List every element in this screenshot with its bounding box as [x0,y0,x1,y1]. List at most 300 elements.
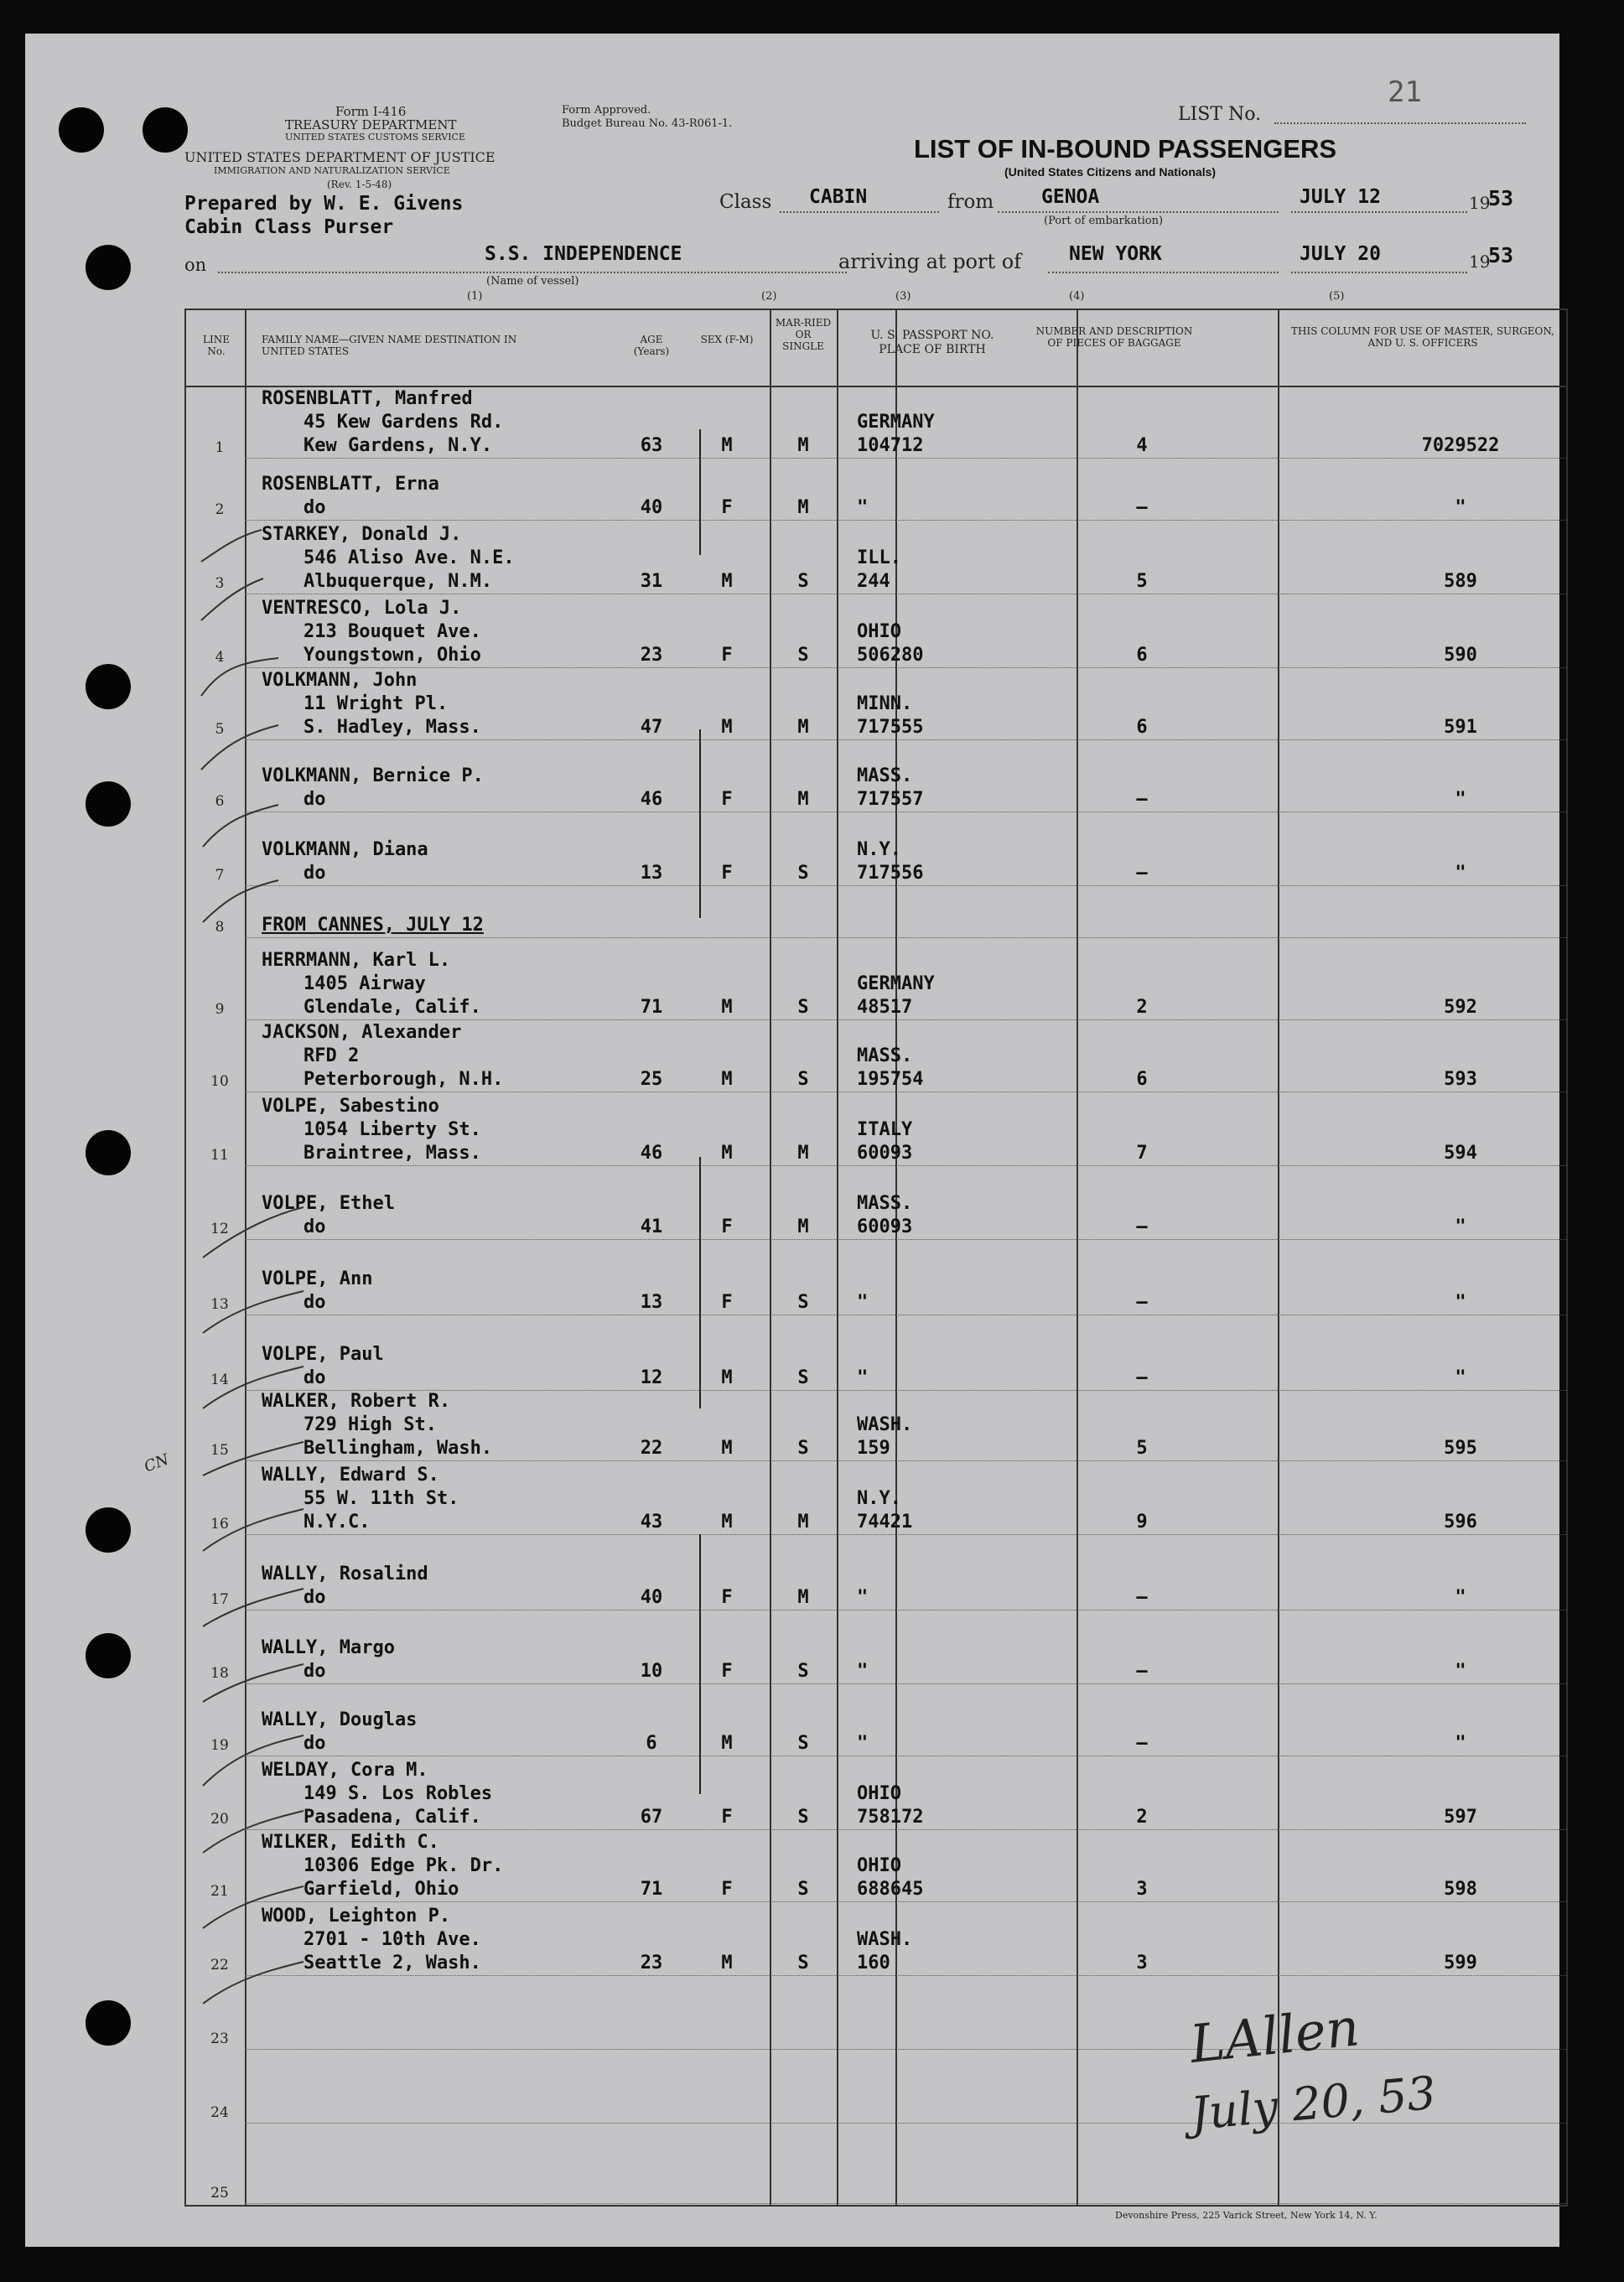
baggage-cell: – [1136,1216,1148,1237]
passenger-address: 1054 Liberty St. [304,1119,481,1140]
sex-cell: F [721,1587,733,1608]
column-number: (2) [761,290,777,303]
baggage-cell: – [1136,1367,1148,1388]
officer-use-cell: " [1455,497,1466,518]
prepared-by: Prepared by W. E. Givens [184,193,464,215]
passenger-name: WALLY, Margo [262,1637,395,1658]
passenger-address: 149 S. Los Robles [304,1783,493,1804]
passenger-address: 213 Bouquet Ave. [304,621,481,642]
sex-cell: M [721,1143,733,1164]
passenger-name: VOLPE, Paul [262,1344,384,1365]
marital-status-cell: S [797,571,809,592]
passenger-name: WOOD, Leighton P. [262,1906,451,1927]
passenger-name: JACKSON, Alexander [262,1022,462,1043]
line-number: 5 [215,721,225,738]
officer-use-cell: " [1455,1292,1466,1313]
line-number: 9 [215,1001,225,1018]
passport-number-cell: " [857,1367,869,1388]
embark-date: JULY 12 [1300,186,1381,208]
passport-number-cell: " [857,1661,869,1682]
age-cell: 71 [640,1879,663,1900]
age-cell: 46 [640,1143,663,1164]
check-mark [203,1207,304,1258]
checkmarks-layer [186,310,488,2205]
signature [1184,1995,1461,2155]
officer-use-cell: 599 [1444,1953,1477,1973]
header-baggage: NUMBER AND DESCRIPTION OF PIECES OF BAGGAGE [1035,325,1193,349]
baggage-cell: – [1136,1733,1148,1754]
baggage-cell: – [1136,863,1148,884]
age-cell: 25 [640,1069,663,1090]
officer-use-cell: " [1455,1661,1466,1682]
baggage-cell: 6 [1136,645,1148,666]
passenger-name: ROSENBLATT, Manfred [262,388,473,409]
marital-status-cell: S [797,1733,809,1754]
passenger-address: Albuquerque, N.M. [304,571,493,592]
passenger-name: VOLKMANN, Diana [262,839,428,860]
check-mark [201,658,278,696]
line-number: 16 [210,1516,229,1533]
passenger-address: do [304,1587,326,1608]
passport-number-cell: 717555 [857,717,924,738]
list-no-label: LIST No. [1178,104,1262,125]
passenger-address: do [304,789,326,810]
passenger-address: Bellingham, Wash. [304,1438,493,1459]
line-number: 22 [210,1957,229,1973]
place-of-birth-cell: ILL. [857,547,901,568]
passenger-name: WALLY, Douglas [262,1709,418,1730]
baggage-cell: 9 [1136,1512,1148,1533]
sex-cell: M [721,1512,733,1533]
line-number: 20 [210,1811,229,1828]
age-cell: 71 [640,997,663,1018]
list-no-line [1274,122,1526,124]
family-bracket [699,1534,701,1794]
officer-use-cell: " [1455,863,1466,884]
passport-number-cell: 60093 [857,1216,913,1237]
marital-status-cell: S [797,1438,809,1459]
place-of-birth-cell: ITALY [857,1119,913,1140]
form-number: Form I-416 [335,104,407,119]
line-number: 2 [215,501,225,518]
family-bracket [699,1157,701,1408]
place-of-birth-cell: MASS. [857,1193,913,1214]
marital-status-cell: S [797,997,809,1018]
baggage-cell: – [1136,497,1148,518]
place-of-birth-cell: OHIO [857,621,901,642]
header-passport: U. S. PASSPORT NO. PLACE OF BIRTH [870,329,994,356]
place-of-birth-cell: GERMANY [857,973,935,994]
passenger-address: do [304,1733,326,1754]
form-revision: (Rev. 1-5-48) [327,179,392,190]
baggage-cell: 6 [1136,717,1148,738]
passenger-address: do [304,1367,326,1388]
age-cell: 23 [640,645,663,666]
marital-status-cell: M [797,1512,809,1533]
place-of-birth-cell: GERMANY [857,412,935,433]
line-number: 24 [210,2104,229,2121]
page-number: 21 [1388,75,1422,109]
passenger-address: do [304,1661,326,1682]
baggage-cell: 3 [1136,1953,1148,1973]
check-mark [203,1291,304,1333]
family-bracket [699,729,701,918]
marital-status-cell: S [797,1367,809,1388]
officer-use-cell: " [1455,789,1466,810]
check-mark [203,880,278,922]
marital-status-cell: S [797,645,809,666]
sex-cell: M [721,1733,733,1754]
baggage-cell: 7 [1136,1143,1148,1164]
passport-number-cell: " [857,497,869,518]
baggage-cell: – [1136,789,1148,810]
baggage-cell: 3 [1136,1879,1148,1900]
line-number: 3 [215,575,225,592]
printer-footer: Devonshire Press, 225 Varick Street, New York 14, N. Y. [1115,2210,1378,2221]
margin-mark: CN [142,1450,172,1476]
passenger-name: VOLKMANN, John [262,670,418,691]
check-mark [203,1962,304,2004]
officer-use-cell: 597 [1444,1807,1477,1828]
marital-status-cell: S [797,1661,809,1682]
line-number: 7 [215,867,225,884]
sex-cell: F [721,1879,733,1900]
officer-use-cell: 598 [1444,1879,1477,1900]
sex-cell: F [721,1216,733,1237]
age-cell: 40 [640,497,663,518]
marital-status-cell: M [797,435,809,456]
line-number: 6 [215,793,225,810]
port-caption: (Port of embarkation) [1044,215,1164,227]
sex-cell: M [721,1367,733,1388]
section-heading: FROM CANNES, JULY 12 [262,915,484,936]
age-cell: 10 [640,1661,663,1682]
punch-hole [86,1507,131,1553]
check-mark [203,1442,304,1476]
passenger-address: RFD 2 [304,1045,360,1066]
arrival-year-prefix: 19 [1469,252,1491,272]
marital-status-cell: S [797,1292,809,1313]
passport-number-cell: 160 [857,1953,890,1973]
punch-hole [86,1130,131,1175]
passenger-address: 546 Aliso Ave. N.E. [304,547,515,568]
passenger-address: do [304,497,326,518]
baggage-cell: 5 [1136,1438,1148,1459]
marital-status-cell: S [797,1953,809,1973]
passport-number-cell: 48517 [857,997,913,1018]
passport-number-cell: 758172 [857,1807,924,1828]
sex-cell: M [721,435,733,456]
approval-line-1: Form Approved. [562,104,651,117]
arrival-date-line [1291,272,1467,273]
baggage-cell: – [1136,1661,1148,1682]
passport-number-cell: 506280 [857,645,924,666]
check-mark [201,725,278,770]
arrival-port-line [1048,272,1279,273]
age-cell: 13 [640,863,663,884]
class-line [780,211,939,213]
place-of-birth-cell: WASH. [857,1929,913,1950]
passenger-address: Youngstown, Ohio [304,645,481,666]
passenger-address: do [304,1292,326,1313]
family-bracket [699,429,701,555]
check-mark [203,1886,304,1928]
passport-number-cell: 244 [857,571,890,592]
arrival-port: NEW YORK [1069,243,1162,265]
passenger-address: Peterborough, N.H. [304,1069,504,1090]
passenger-name: VOLPE, Ann [262,1268,373,1289]
passenger-address: 45 Kew Gardens Rd. [304,412,504,433]
marital-status-cell: S [797,1807,809,1828]
marital-status-cell: S [797,1069,809,1090]
passenger-address: 1405 Airway [304,973,426,994]
sex-cell: F [721,1292,733,1313]
punch-hole [86,245,131,290]
class-value: CABIN [809,186,868,208]
dept-service: IMMIGRATION AND NATURALIZATION SERVICE [214,165,450,176]
age-cell: 46 [640,789,663,810]
line-number: 4 [215,649,225,666]
passenger-name: HERRMANN, Karl L. [262,950,451,971]
passenger-address: do [304,1216,326,1237]
dept-name: UNITED STATES DEPARTMENT OF JUSTICE [184,149,496,165]
passenger-name: STARKEY, Donald J. [262,524,462,545]
vessel-caption: (Name of vessel) [486,275,579,288]
age-cell: 6 [646,1733,657,1754]
signature-name: LAllen [1186,1996,1362,2075]
form-service: UNITED STATES CUSTOMS SERVICE [285,132,465,143]
age-cell: 12 [640,1367,663,1388]
header-sex: SEX (F-M) [700,334,754,345]
age-cell: 63 [640,435,663,456]
officer-use-cell: 589 [1444,571,1477,592]
passport-number-cell: " [857,1587,869,1608]
passenger-address: do [304,863,326,884]
place-of-birth-cell: N.Y. [857,839,901,860]
from-label: from [947,191,994,213]
check-mark [203,1811,304,1853]
vessel-line [218,272,847,273]
passenger-address: Seattle 2, Wash. [304,1953,481,1973]
column-number: (3) [895,290,911,303]
passport-number-cell: 717557 [857,789,924,810]
place-of-birth-cell: OHIO [857,1855,901,1876]
marital-status-cell: M [797,789,809,810]
officer-use-cell: 596 [1444,1512,1477,1533]
officer-use-cell: 590 [1444,645,1477,666]
place-of-birth-cell: OHIO [857,1783,901,1804]
approval-line-2: Budget Bureau No. 43-R061-1. [562,117,733,130]
age-cell: 40 [640,1587,663,1608]
sex-cell: M [721,1953,733,1973]
passenger-name: WALLY, Edward S. [262,1465,439,1486]
baggage-cell: 6 [1136,1069,1148,1090]
officer-use-cell: " [1455,1587,1466,1608]
punch-hole [86,1633,131,1678]
vessel-name: S.S. INDEPENDENCE [485,243,682,265]
form-department: TREASURY DEPARTMENT [285,117,457,132]
column-number: (4) [1069,290,1085,303]
check-mark [203,1664,304,1702]
passenger-address: Pasadena, Calif. [304,1807,481,1828]
page-subtitle: (United States Citizens and Nationals) [1004,165,1217,179]
officer-use-cell: 595 [1444,1438,1477,1459]
age-cell: 67 [640,1807,663,1828]
embark-year: 53 [1488,186,1514,210]
passenger-address: Garfield, Ohio [304,1879,459,1900]
header-age: AGE (Years) [633,334,670,357]
line-number: 25 [210,2185,229,2202]
embark-year-prefix: 19 [1469,193,1491,213]
line-number: 15 [210,1442,229,1459]
prepared-role: Cabin Class Purser [184,216,394,238]
check-mark [201,578,263,620]
header-name: FAMILY NAME—GIVEN NAME DESTINATION IN UNITED STATES [262,334,517,357]
passport-number-cell: 60093 [857,1143,913,1164]
line-number: 12 [210,1221,229,1237]
check-mark [203,805,278,847]
officer-use-cell: " [1455,1216,1466,1237]
age-cell: 23 [640,1953,663,1973]
header-line-no: LINE No. [203,334,230,357]
officer-use-cell: 594 [1444,1143,1477,1164]
passenger-name: VOLPE, Ethel [262,1193,395,1214]
passenger-address: 729 High St. [304,1414,437,1435]
age-cell: 13 [640,1292,663,1313]
sex-cell: M [721,997,733,1018]
punch-hole [86,664,131,709]
sex-cell: M [721,717,733,738]
baggage-cell: 4 [1136,435,1148,456]
signature-date: July 20, 53 [1188,2066,1439,2140]
line-number: 23 [210,2030,229,2047]
arrival-year: 53 [1488,243,1514,267]
baggage-cell: 2 [1136,1807,1148,1828]
baggage-cell: – [1136,1587,1148,1608]
line-number: 1 [215,439,225,456]
officer-use-cell: 7029522 [1421,435,1500,456]
line-number: 18 [210,1665,229,1682]
age-cell: 22 [640,1438,663,1459]
age-cell: 41 [640,1216,663,1237]
from-line [998,211,1279,213]
passenger-address: N.Y.C. [304,1512,371,1533]
line-number: 21 [210,1883,229,1900]
check-mark [203,1589,304,1626]
passenger-address: 55 W. 11th St. [304,1488,459,1509]
passenger-name: VOLKMANN, Bernice P. [262,765,484,786]
marital-status-cell: M [797,1216,809,1237]
sex-cell: F [721,1807,733,1828]
passport-number-cell: 195754 [857,1069,924,1090]
column-number: (1) [467,290,483,303]
passport-number-cell: 688645 [857,1879,924,1900]
passport-number-cell: 159 [857,1438,890,1459]
line-number: 19 [210,1737,229,1754]
arrival-date: JULY 20 [1300,243,1381,265]
punch-hole [59,107,104,153]
passenger-name: WALLY, Rosalind [262,1564,428,1584]
check-mark [203,1509,304,1551]
form-sheet [25,34,1559,2247]
baggage-cell: – [1136,1292,1148,1313]
header-officers: THIS COLUMN FOR USE OF MASTER, SURGEON, AND U. S. OFFICERS [1291,325,1554,349]
passenger-name: VENTRESCO, Lola J. [262,598,462,619]
passport-number-cell: 104712 [857,435,924,456]
sex-cell: F [721,863,733,884]
marital-status-cell: S [797,863,809,884]
passenger-name: WILKER, Edith C. [262,1832,439,1853]
page-title: LIST OF IN-BOUND PASSENGERS [914,134,1337,163]
check-mark [203,1367,304,1408]
passenger-name: WALKER, Robert R. [262,1391,451,1412]
sex-cell: F [721,789,733,810]
sex-cell: F [721,645,733,666]
header-married: MAR-RIED OR SINGLE [775,317,832,352]
line-number: 8 [215,919,225,936]
place-of-birth-cell: WASH. [857,1414,913,1435]
passport-number-cell: " [857,1292,869,1313]
officer-use-cell: 591 [1444,717,1477,738]
check-mark [201,530,262,562]
passenger-address: Braintree, Mass. [304,1143,481,1164]
place-of-birth-cell: MASS. [857,765,913,786]
line-number: 17 [210,1591,229,1608]
officer-use-cell: " [1455,1367,1466,1388]
passenger-address: 11 Wright Pl. [304,693,449,714]
marital-status-cell: S [797,1879,809,1900]
sex-cell: M [721,1069,733,1090]
line-number: 14 [210,1372,229,1388]
marital-status-cell: M [797,1143,809,1164]
sex-cell: F [721,1661,733,1682]
passenger-table [184,309,1568,2207]
punch-hole [143,107,188,153]
age-cell: 47 [640,717,663,738]
passenger-address: S. Hadley, Mass. [304,717,481,738]
passport-number-cell: 74421 [857,1512,913,1533]
line-number: 11 [210,1147,229,1164]
place-of-birth-cell: MASS. [857,1045,913,1066]
passenger-address: Glendale, Calif. [304,997,481,1018]
age-cell: 31 [640,571,663,592]
passenger-address: 2701 - 10th Ave. [304,1929,481,1950]
on-label: on [184,255,207,275]
class-label: Class [719,191,772,213]
column-number: (5) [1329,290,1345,303]
officer-use-cell: " [1455,1733,1466,1754]
passenger-name: ROSENBLATT, Erna [262,474,439,495]
place-of-birth-cell: N.Y. [857,1488,901,1509]
place-of-birth-cell: MINN. [857,693,913,714]
baggage-cell: 2 [1136,997,1148,1018]
line-number: 10 [210,1073,229,1090]
punch-hole [86,2000,131,2046]
passport-number-cell: " [857,1733,869,1754]
sex-cell: M [721,1438,733,1459]
passenger-name: VOLPE, Sabestino [262,1096,439,1117]
passport-number-cell: 717556 [857,863,924,884]
officer-use-cell: 592 [1444,997,1477,1018]
passenger-address: Kew Gardens, N.Y. [304,435,493,456]
passenger-name: WELDAY, Cora M. [262,1760,428,1781]
passenger-address: 10306 Edge Pk. Dr. [304,1855,504,1876]
sex-cell: F [721,497,733,518]
punch-hole [86,781,131,827]
line-number: 13 [210,1296,229,1313]
embark-date-line [1291,211,1467,213]
check-mark [203,1735,304,1786]
